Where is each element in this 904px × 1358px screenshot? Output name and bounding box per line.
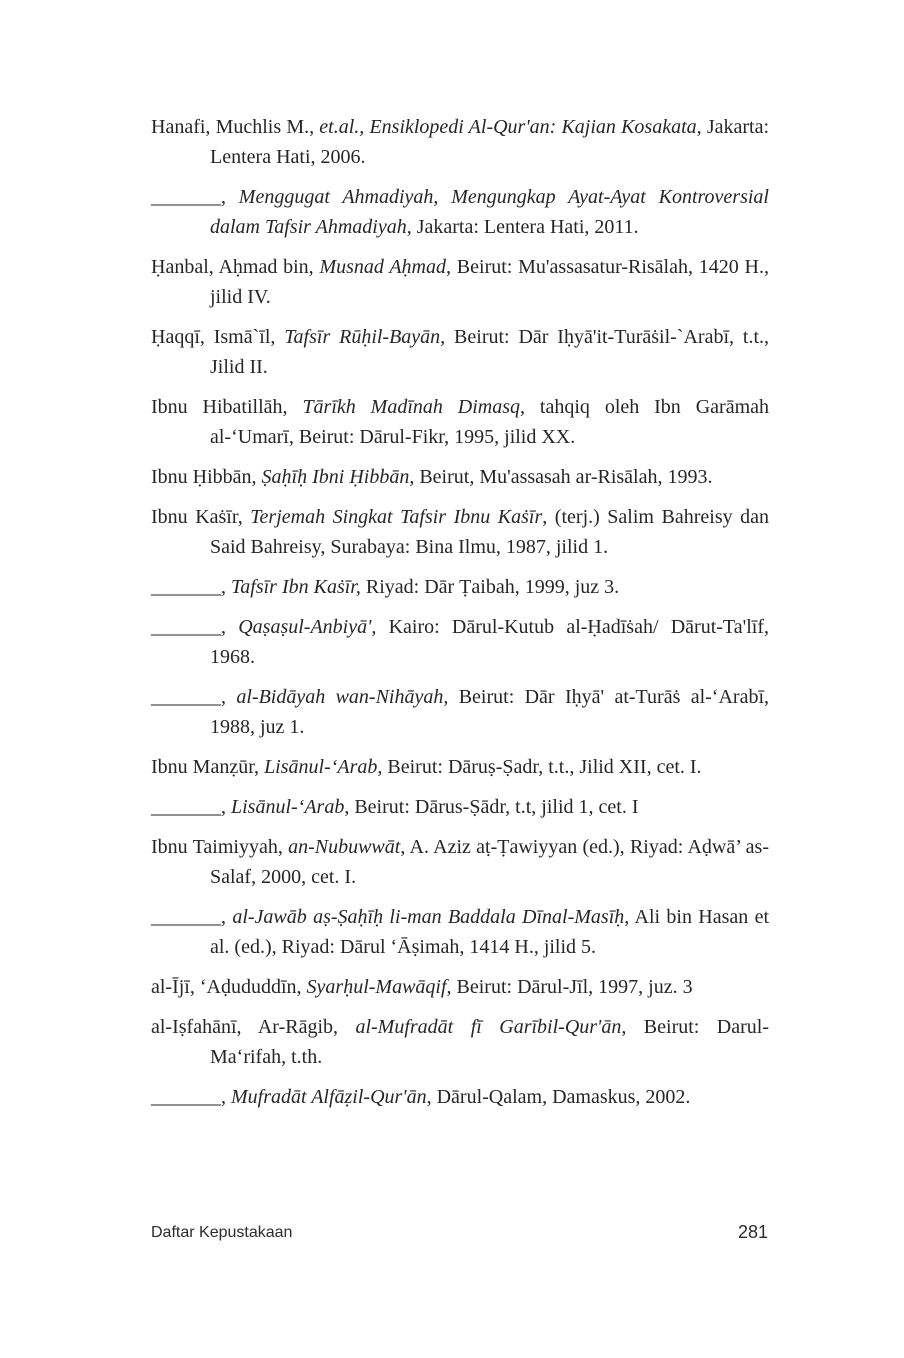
bib-publication: , Beirut: Dārus-Ṣādr, t.t, jilid 1, cet. I [344, 796, 639, 818]
bib-entry [151, 112, 769, 172]
bib-entry [151, 462, 769, 492]
bib-title: al-Jawāb aṣ-Ṣaḥīḥ li-man Baddala Dīnal-Masīḥ [232, 906, 625, 928]
bib-author: al-Iṣfahānī, Ar-Rāgib, [151, 1016, 356, 1038]
bib-author: al-Ījī, ‘Aḍududdīn, [151, 976, 307, 998]
bib-publication: , A. Aziz aṭ-Ṭawiyyan (ed.), Riyad: Aḍwā’ as-Salaf, 2000, cet. I. [210, 836, 769, 888]
bib-title: Terjemah Singkat Tafsir Ibnu Kaṡīr [250, 506, 543, 528]
bib-entry [151, 322, 769, 382]
bib-author: Ibnu Hibatillāh, [151, 396, 303, 418]
bib-entry [151, 392, 769, 452]
bib-publication: Jakarta: Lentera Hati, 2011. [411, 216, 639, 238]
bib-publication: Beirut, Mu'assasah ar-Risālah, 1993. [414, 466, 713, 488]
bib-entry [151, 502, 769, 562]
bib-author: Hanafi, Muchlis M., [151, 116, 320, 138]
bib-entry [151, 752, 769, 782]
bib-author: _______, [151, 796, 231, 818]
bib-author: Ḥanbal, Aḥmad bin, [151, 256, 320, 278]
bib-entry [151, 902, 769, 962]
bib-publication: Riyad: Dār Ṭaibah, 1999, juz 3. [360, 576, 620, 598]
bib-title: Tafsīr Ibn Kaṡīr, [231, 576, 361, 598]
bib-author: Ḥaqqī, Ismā`īl, [151, 326, 285, 348]
bibliography-list [151, 112, 769, 1122]
bib-title: Qaṣaṣul-Anbiyā', [238, 616, 377, 638]
bib-author: _______, [151, 906, 233, 928]
bib-title: Tārīkh Madīnah Dimasq, [302, 396, 526, 418]
bib-entry [151, 252, 769, 312]
bib-title: et.al., Ensiklopedi Al-Qur'an: Kajian Kosakata, [319, 116, 702, 138]
bib-entry [151, 792, 769, 822]
bib-title: Lisānul-‘Arab [231, 796, 345, 818]
bib-author: _______, [151, 1086, 231, 1108]
bib-publication: , Ali bin Hasan et al. (ed.), Riyad: Dārul ‘Āṣimah, 1414 H., jilid 5. [210, 906, 770, 958]
bib-title: Lisānul-‘Arab, [264, 756, 383, 778]
bib-title: Mufradāt Alfāẓil-Qur'ān [231, 1086, 427, 1108]
page-number: 281 [737, 1222, 768, 1242]
bib-title: Syarḥul-Mawāqif, [306, 976, 452, 998]
bib-title: al-Mufradāt fī Garībil-Qur'ān, [355, 1016, 627, 1038]
bib-publication: , Dārul-Qalam, Damaskus, 2002. [426, 1086, 691, 1108]
bib-author: _______, [151, 186, 226, 208]
bib-title: Ṣaḥīḥ Ibni Ḥibbān, [261, 466, 415, 488]
bib-publication: Beirut: Dāruṣ-Ṣadr, t.t., Jilid XII, cet. I. [382, 756, 702, 778]
bib-author: _______, [151, 576, 231, 598]
bib-title: al-Bidāyah wan-Nihāyah [236, 686, 444, 708]
bib-entry [151, 572, 769, 602]
bib-author: Ibnu Manẓūr, [151, 756, 265, 778]
bib-publication: Beirut: Dār Iḥyā'it-Turāṡil-`Arabī, t.t., Jilid II. [210, 326, 770, 378]
bib-title: Musnad Aḥmad, [319, 256, 452, 278]
bib-entry [151, 832, 769, 892]
bib-publication: Beirut: Mu'assasatur-Risālah, 1420 H., jilid IV. [210, 256, 770, 308]
bib-author: _______, [151, 616, 239, 638]
bib-publication: Beirut: Darul-Ma‘rifah, t.th. [210, 1016, 770, 1068]
bib-author: Ibnu Ḥibbān, [151, 466, 262, 488]
bib-publication: Jakarta: Lentera Hati, 2006. [210, 116, 769, 168]
bib-publication: tahqiq oleh Ibn Garāmah al-‘Umarī, Beirut: Dārul-Fikr, 1995, jilid XX. [210, 396, 769, 448]
bib-publication: , (terj.) Salim Bahreisy dan Said Bahreisy, Surabaya: Bina Ilmu, 1987, jilid 1. [210, 506, 770, 558]
bib-entry [151, 1082, 769, 1112]
bib-title: Menggugat Ahmadiyah, Mengungkap Ayat-Ayat Kontroversial dalam Tafsir Ahmadiyah, [210, 186, 769, 238]
bib-publication: , Beirut: Dār Iḥyā' at-Turāṡ al-‘Arabī, 1988, juz 1. [210, 686, 770, 738]
bib-author: Ibnu Kaṡīr, [151, 506, 251, 528]
bib-publication: Kairo: Dārul-Kutub al-Ḥadīṡah/ Dārut-Ta'līf, 1968. [210, 616, 769, 668]
bib-entry [151, 1012, 769, 1072]
bib-entry [151, 682, 769, 742]
bib-entry [151, 972, 769, 1002]
bib-author: Ibnu Taimiyyah, [151, 836, 289, 858]
bib-author: _______, [151, 686, 237, 708]
bib-entry [151, 182, 769, 242]
footer-section-title: Daftar Kepustakaan [151, 1224, 293, 1241]
bib-publication: Beirut: Dārul-Jīl, 1997, juz. 3 [451, 976, 693, 998]
bib-title: Tafsīr Rūḥil-Bayān, [284, 326, 446, 348]
bib-title: an-Nubuwwāt [288, 836, 401, 858]
bib-entry [151, 612, 769, 672]
